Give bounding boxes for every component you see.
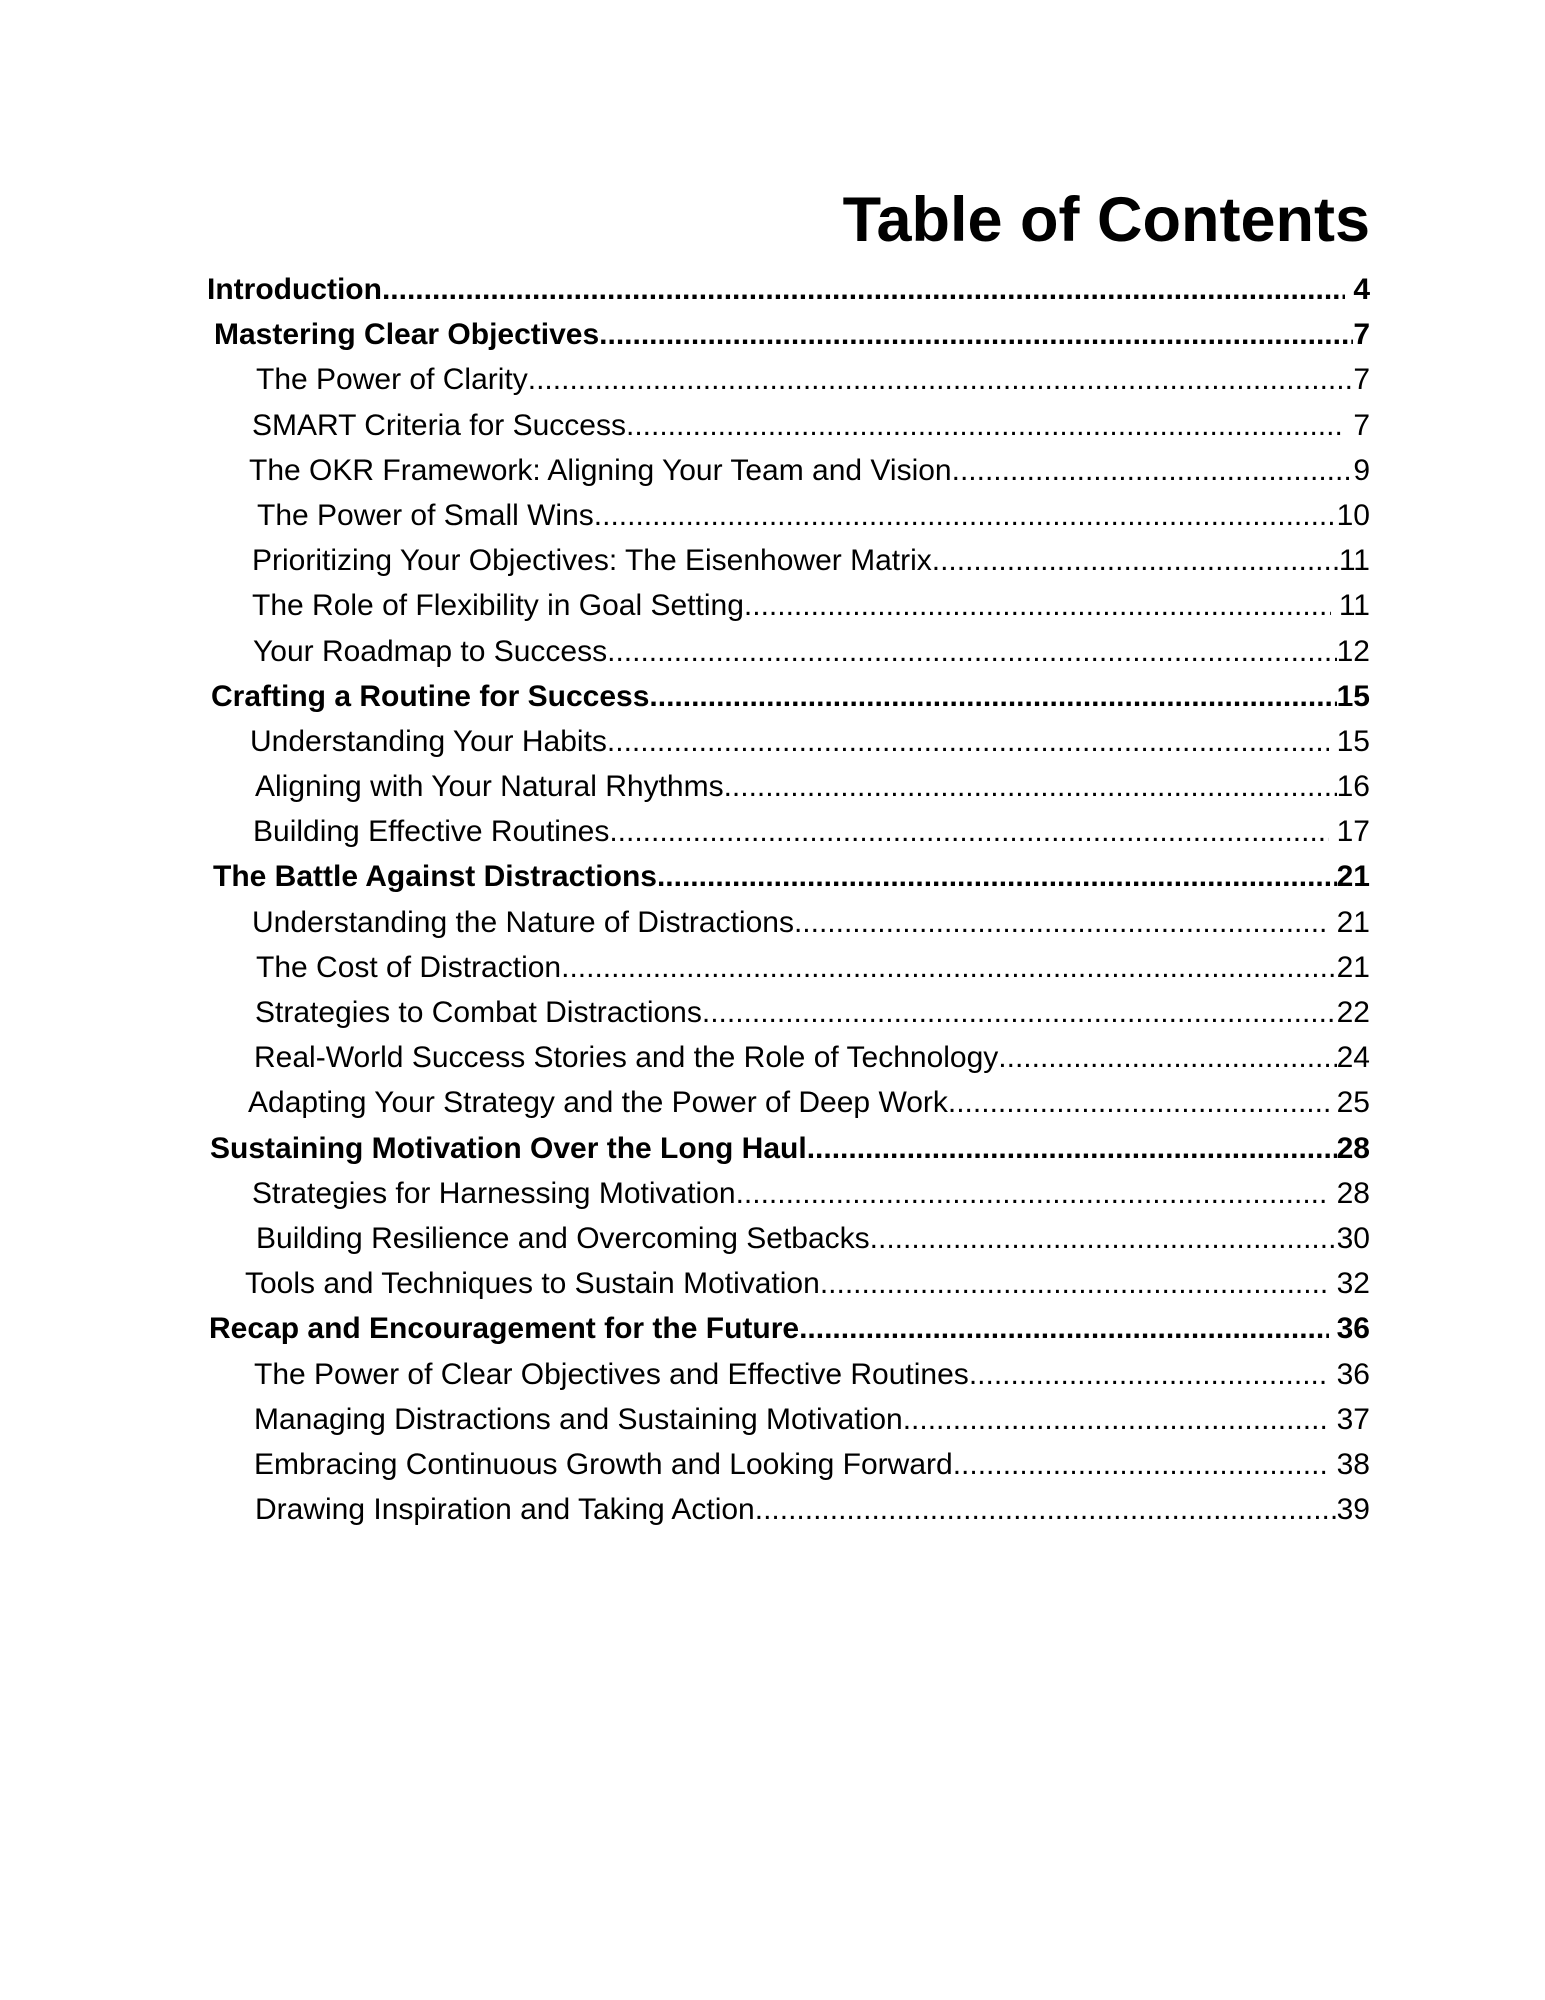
dot-leader	[528, 357, 1354, 402]
toc-chapter-entry[interactable]	[0, 1126, 1370, 1171]
toc-page-number: 12	[1336, 634, 1370, 668]
toc-section-entry[interactable]	[0, 1171, 1370, 1216]
dot-leader	[609, 809, 1328, 854]
toc-entry-label: Tools and Techniques to Sustain Motivation	[245, 1267, 820, 1301]
toc-entry-label: Mastering Clear Objectives	[214, 318, 600, 352]
dot-leader	[561, 945, 1337, 990]
toc-page-number: 24	[1336, 1041, 1370, 1075]
toc-entry-label: Prioritizing Your Objectives: The Eisenhower Matrix	[252, 544, 932, 578]
toc-entry-label: The OKR Framework: Aligning Your Team and Vision	[249, 453, 952, 487]
dot-leader	[382, 267, 1345, 312]
toc-section-entry[interactable]	[0, 629, 1370, 674]
dot-leader	[870, 1216, 1337, 1261]
toc-page-number: 38	[1336, 1447, 1370, 1481]
toc-chapter-entry[interactable]	[0, 1306, 1370, 1351]
toc-page-number: 15	[1336, 724, 1370, 758]
toc-section-entry[interactable]	[0, 764, 1370, 809]
toc-page-number: 22	[1336, 996, 1370, 1029]
toc-section-entry[interactable]	[0, 1352, 1370, 1397]
dot-leader	[807, 1126, 1337, 1171]
toc-section-entry[interactable]	[0, 945, 1370, 990]
toc-entry-label: The Power of Clear Objectives and Effective Routines	[254, 1357, 969, 1391]
toc-section-entry[interactable]	[0, 719, 1370, 764]
toc-page-number: 9	[1353, 453, 1370, 487]
toc-page-number: 21	[1336, 905, 1370, 939]
toc-section-entry[interactable]	[0, 990, 1370, 1035]
dot-leader	[952, 448, 1354, 493]
dot-leader	[755, 1487, 1337, 1532]
toc-section-entry[interactable]	[0, 448, 1370, 493]
dot-leader	[702, 990, 1337, 1035]
toc-page-number: 17	[1336, 815, 1370, 849]
toc-entry-label: Aligning with Your Natural Rhythms	[255, 770, 724, 804]
dot-leader	[736, 1171, 1329, 1216]
toc-entry-label: Your Roadmap to Success	[253, 634, 608, 668]
toc-section-entry[interactable]	[0, 1216, 1370, 1261]
toc-entry-label: Understanding the Nature of Distractions	[252, 905, 794, 939]
toc-entry-label: The Role of Flexibility in Goal Setting	[252, 589, 744, 623]
toc-entry-label: Embracing Continuous Growth and Looking Forward	[254, 1447, 953, 1481]
dot-leader	[594, 493, 1337, 538]
toc-entry-label: The Power of Clarity	[256, 363, 528, 397]
toc-section-entry[interactable]	[0, 583, 1370, 628]
toc-page-number: 10	[1336, 498, 1370, 532]
dot-leader	[649, 674, 1336, 719]
toc-page-number: 11	[1338, 589, 1370, 623]
toc-entry-label: The Battle Against Distractions	[213, 860, 657, 894]
dot-leader	[744, 583, 1331, 628]
toc-page-number: 4	[1353, 273, 1370, 306]
toc-page-number: 28	[1336, 1131, 1370, 1165]
toc-page-number: 39	[1336, 1493, 1370, 1527]
toc-page-number: 32	[1336, 1267, 1370, 1301]
toc-section-entry[interactable]	[0, 1080, 1370, 1125]
toc-page-number: 11	[1338, 544, 1370, 578]
toc-section-entry[interactable]	[0, 403, 1370, 448]
toc-list	[0, 267, 1545, 1532]
toc-page-number: 7	[1353, 363, 1370, 397]
toc-section-entry[interactable]	[0, 538, 1370, 583]
dot-leader	[607, 629, 1337, 674]
toc-entry-label: The Cost of Distraction	[256, 950, 562, 984]
toc-chapter-entry[interactable]	[0, 267, 1370, 312]
dot-leader	[953, 1442, 1329, 1487]
toc-section-entry[interactable]	[0, 493, 1370, 538]
toc-entry-label: Building Resilience and Overcoming Setbacks	[256, 1221, 870, 1255]
toc-section-entry[interactable]	[0, 1261, 1370, 1306]
toc-entry-label: Adapting Your Strategy and the Power of Deep Work	[248, 1086, 948, 1120]
toc-section-entry[interactable]	[0, 1035, 1370, 1080]
toc-page-number: 21	[1336, 950, 1370, 984]
toc-entry-label: SMART Criteria for Success	[252, 408, 626, 442]
toc-section-entry[interactable]	[0, 1487, 1370, 1532]
page-title: Table of Contents	[842, 185, 1370, 255]
toc-entry-label: Real-World Success Stories and the Role of Technology	[254, 1041, 999, 1075]
toc-entry-label: The Power of Small Wins	[257, 498, 594, 532]
toc-entry-label: Understanding Your Habits	[250, 724, 607, 758]
toc-section-entry[interactable]	[0, 900, 1370, 945]
toc-page-number: 36	[1336, 1312, 1370, 1346]
toc-entry-label: Sustaining Motivation Over the Long Haul	[210, 1131, 807, 1165]
dot-leader	[607, 719, 1329, 764]
toc-entry-label: Strategies to Combat Distractions	[255, 996, 702, 1029]
toc-page-number: 36	[1336, 1357, 1370, 1391]
toc-page-number: 7	[1353, 318, 1370, 352]
toc-chapter-entry[interactable]	[0, 312, 1370, 357]
toc-chapter-entry[interactable]	[0, 674, 1370, 719]
toc-page-number: 37	[1336, 1402, 1370, 1436]
toc-page-number: 25	[1336, 1086, 1370, 1120]
toc-page-number: 28	[1336, 1176, 1370, 1210]
dot-leader	[969, 1352, 1329, 1397]
toc-chapter-entry[interactable]	[0, 854, 1370, 899]
dot-leader	[998, 1035, 1336, 1080]
toc-entry-label: Managing Distractions and Sustaining Motivation	[254, 1402, 903, 1436]
dot-leader	[948, 1080, 1329, 1125]
toc-page-number: 21	[1336, 860, 1370, 894]
toc-section-entry[interactable]	[0, 357, 1370, 402]
toc-page-number: 30	[1336, 1221, 1370, 1255]
toc-entry-label: Building Effective Routines	[253, 815, 610, 849]
toc-section-entry[interactable]	[0, 1397, 1370, 1442]
toc-section-entry[interactable]	[0, 1442, 1370, 1487]
dot-leader	[794, 900, 1329, 945]
toc-entry-label: Strategies for Harnessing Motivation	[252, 1176, 736, 1210]
dot-leader	[903, 1397, 1329, 1442]
dot-leader	[657, 854, 1337, 899]
dot-leader	[932, 538, 1339, 583]
toc-page-number: 16	[1336, 770, 1370, 804]
toc-entry-label: Crafting a Routine for Success	[211, 679, 650, 713]
dot-leader	[820, 1261, 1329, 1306]
dot-leader	[799, 1306, 1329, 1351]
toc-section-entry[interactable]	[0, 809, 1370, 854]
dot-leader	[626, 403, 1345, 448]
toc-entry-label: Drawing Inspiration and Taking Action	[255, 1493, 755, 1527]
toc-page-number: 7	[1353, 408, 1370, 442]
toc-page-number: 15	[1336, 679, 1370, 713]
toc-entry-label: Recap and Encouragement for the Future	[209, 1312, 800, 1346]
toc-entry-label: Introduction	[207, 273, 382, 306]
dot-leader	[724, 764, 1337, 809]
dot-leader	[599, 312, 1353, 357]
